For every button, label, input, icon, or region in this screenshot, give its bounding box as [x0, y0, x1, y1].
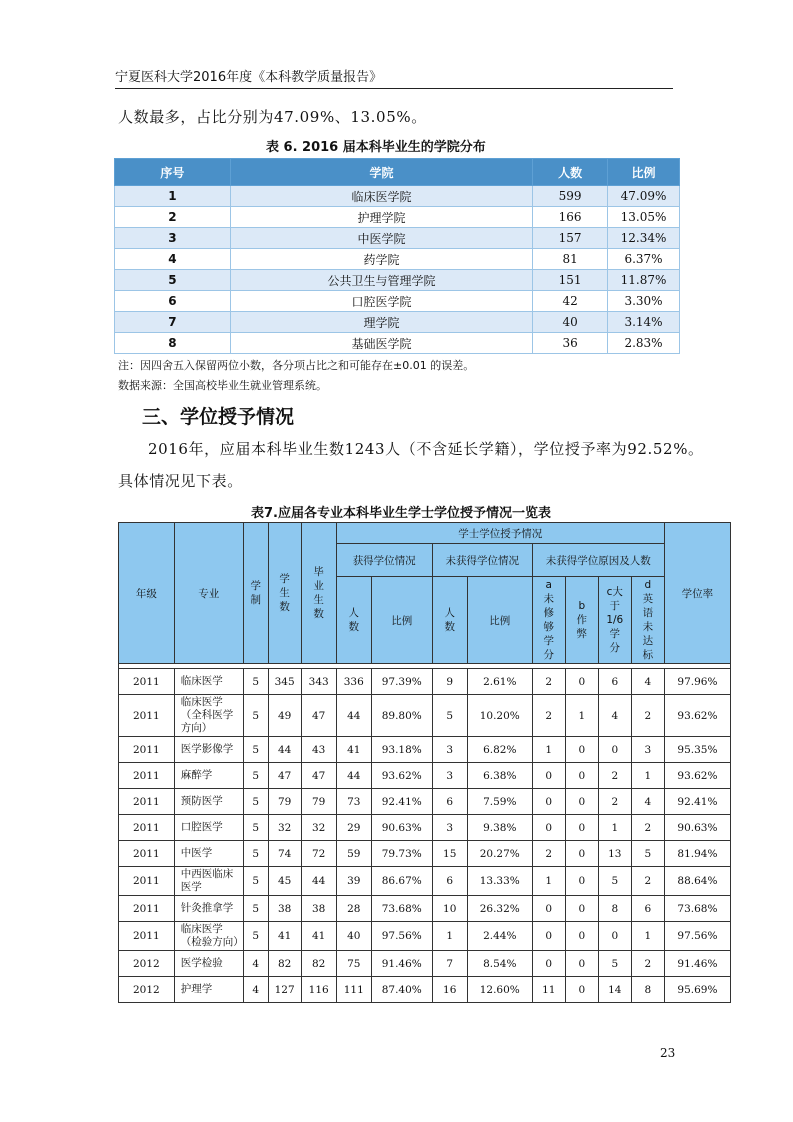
cell-not-r: 6.38% — [467, 763, 532, 789]
cell-got-r: 87.40% — [371, 977, 432, 1003]
row-college: 公共卫生与管理学院 — [230, 270, 532, 291]
row-count: 157 — [533, 228, 608, 249]
section-title: 三、学位授予情况 — [142, 406, 295, 428]
cell-d: 1 — [631, 763, 664, 789]
cell-major: 口腔医学 — [174, 815, 243, 841]
table-row — [119, 922, 731, 951]
cell-rate: 95.35% — [664, 737, 730, 763]
cell-not-r: 12.60% — [467, 977, 532, 1003]
cell-stu: 79 — [268, 789, 301, 815]
cell-d: 5 — [631, 841, 664, 867]
row-ratio: 13.05% — [608, 207, 680, 228]
cell-sys: 5 — [243, 841, 268, 867]
cell-rate: 97.96% — [664, 669, 730, 695]
cell-major: 中医学 — [174, 841, 243, 867]
cell-d: 1 — [631, 922, 664, 951]
cell-stu: 38 — [268, 896, 301, 922]
cell-c: 2 — [598, 763, 631, 789]
col-header-count: 人数 — [533, 159, 608, 186]
table-row — [119, 737, 731, 763]
cell-grad: 72 — [301, 841, 336, 867]
cell-sys: 5 — [243, 867, 268, 896]
cell-sys: 5 — [243, 789, 268, 815]
table-row — [115, 249, 680, 270]
table-row — [119, 669, 731, 695]
row-no: 7 — [115, 312, 231, 333]
cell-stu: 74 — [268, 841, 301, 867]
cell-a: 0 — [532, 763, 565, 789]
row-ratio: 3.14% — [608, 312, 680, 333]
cell-sys: 5 — [243, 922, 268, 951]
cell-a: 1 — [532, 867, 565, 896]
cell-major: 临床医学（全科医学方向） — [174, 695, 243, 737]
cell-d: 2 — [631, 867, 664, 896]
cell-a: 0 — [532, 815, 565, 841]
row-ratio: 6.37% — [608, 249, 680, 270]
cell-c: 2 — [598, 789, 631, 815]
cell-rate: 97.56% — [664, 922, 730, 951]
cell-year: 2011 — [119, 867, 175, 896]
cell-rate: 93.62% — [664, 695, 730, 737]
table-row — [119, 695, 731, 737]
cell-c: 0 — [598, 737, 631, 763]
table7-caption: 表7.应届各专业本科毕业生学士学位授予情况一览表 — [251, 506, 551, 521]
cell-sys: 4 — [243, 951, 268, 977]
row-college: 临床医学院 — [230, 186, 532, 207]
row-count: 599 — [533, 186, 608, 207]
cell-got: 59 — [336, 841, 371, 867]
cell-got-r: 90.63% — [371, 815, 432, 841]
col-header-not-ratio: 比例 — [467, 577, 532, 664]
degree-grant-table — [118, 522, 731, 1003]
table-row — [115, 333, 680, 354]
cell-rate: 81.94% — [664, 841, 730, 867]
col-header-not-obtained: 未获得学位情况 — [432, 544, 532, 577]
cell-b: 0 — [565, 815, 598, 841]
cell-rate: 95.69% — [664, 977, 730, 1003]
cell-b: 1 — [565, 695, 598, 737]
cell-b: 0 — [565, 789, 598, 815]
cell-major: 护理学 — [174, 977, 243, 1003]
cell-b: 0 — [565, 896, 598, 922]
cell-not-r: 20.27% — [467, 841, 532, 867]
table-row — [119, 951, 731, 977]
cell-rate: 93.62% — [664, 763, 730, 789]
table-row — [119, 815, 731, 841]
cell-not-r: 2.61% — [467, 669, 532, 695]
table-row — [119, 867, 731, 896]
cell-grad: 32 — [301, 815, 336, 841]
cell-c: 6 — [598, 669, 631, 695]
table-row — [115, 270, 680, 291]
cell-year: 2011 — [119, 789, 175, 815]
cell-grad: 79 — [301, 789, 336, 815]
cell-not-r: 9.38% — [467, 815, 532, 841]
cell-major: 中西医临床医学 — [174, 867, 243, 896]
cell-major: 医学检验 — [174, 951, 243, 977]
cell-major: 针灸推拿学 — [174, 896, 243, 922]
col-header-reason-c: c大于1/6学分 — [598, 577, 631, 664]
cell-not: 10 — [432, 896, 467, 922]
cell-got: 28 — [336, 896, 371, 922]
row-ratio: 11.87% — [608, 270, 680, 291]
cell-got-r: 73.68% — [371, 896, 432, 922]
cell-sys: 5 — [243, 695, 268, 737]
cell-rate: 92.41% — [664, 789, 730, 815]
cell-got-r: 91.46% — [371, 951, 432, 977]
table6-note: 注：因四舍五入保留两位小数，各分项占比之和可能存在±0.01 的误差。 — [118, 359, 475, 372]
cell-b: 0 — [565, 867, 598, 896]
table6-body — [115, 186, 680, 354]
cell-got-r: 93.62% — [371, 763, 432, 789]
cell-year: 2011 — [119, 763, 175, 789]
cell-not: 5 — [432, 695, 467, 737]
cell-grad: 116 — [301, 977, 336, 1003]
col-header-system: 学制 — [243, 523, 268, 664]
row-college: 药学院 — [230, 249, 532, 270]
cell-c: 1 — [598, 815, 631, 841]
cell-stu: 32 — [268, 815, 301, 841]
row-count: 81 — [533, 249, 608, 270]
table-row — [115, 228, 680, 249]
cell-year: 2011 — [119, 815, 175, 841]
col-header-college: 学院 — [230, 159, 532, 186]
table-row — [119, 789, 731, 815]
table-row — [119, 763, 731, 789]
section-paragraph: 2016年，应届本科毕业生数1243人（不含延长学籍），学位授予率为92.52%。 — [148, 440, 704, 458]
col-header-reasons: 未获得学位原因及人数 — [532, 544, 664, 577]
cell-major: 麻醉学 — [174, 763, 243, 789]
cell-not-r: 6.82% — [467, 737, 532, 763]
col-header-obtained: 获得学位情况 — [336, 544, 432, 577]
table-row — [115, 207, 680, 228]
cell-stu: 45 — [268, 867, 301, 896]
cell-sys: 5 — [243, 763, 268, 789]
col-header-rate: 学位率 — [664, 523, 730, 664]
cell-sys: 4 — [243, 977, 268, 1003]
cell-got: 111 — [336, 977, 371, 1003]
cell-not: 3 — [432, 763, 467, 789]
cell-grad: 47 — [301, 763, 336, 789]
cell-year: 2011 — [119, 841, 175, 867]
row-ratio: 47.09% — [608, 186, 680, 207]
cell-c: 0 — [598, 922, 631, 951]
cell-got: 73 — [336, 789, 371, 815]
row-no: 2 — [115, 207, 231, 228]
row-no: 3 — [115, 228, 231, 249]
cell-d: 4 — [631, 789, 664, 815]
cell-rate: 73.68% — [664, 896, 730, 922]
table-row — [115, 312, 680, 333]
cell-b: 0 — [565, 951, 598, 977]
col-header-ratio: 比例 — [608, 159, 680, 186]
cell-got: 41 — [336, 737, 371, 763]
cell-not: 16 — [432, 977, 467, 1003]
row-count: 151 — [533, 270, 608, 291]
cell-major: 临床医学（检验方向） — [174, 922, 243, 951]
cell-c: 5 — [598, 951, 631, 977]
col-header-reason-a: a未修够学分 — [532, 577, 565, 664]
col-header-year: 年级 — [119, 523, 175, 664]
cell-rate: 88.64% — [664, 867, 730, 896]
cell-sys: 5 — [243, 815, 268, 841]
row-no: 4 — [115, 249, 231, 270]
row-college: 口腔医学院 — [230, 291, 532, 312]
cell-not-r: 10.20% — [467, 695, 532, 737]
cell-not-r: 26.32% — [467, 896, 532, 922]
cell-not: 6 — [432, 867, 467, 896]
cell-stu: 82 — [268, 951, 301, 977]
cell-c: 8 — [598, 896, 631, 922]
cell-year: 2012 — [119, 977, 175, 1003]
cell-got-r: 92.41% — [371, 789, 432, 815]
cell-year: 2011 — [119, 922, 175, 951]
cell-a: 2 — [532, 841, 565, 867]
cell-rate: 90.63% — [664, 815, 730, 841]
cell-stu: 127 — [268, 977, 301, 1003]
table-row — [115, 186, 680, 207]
row-no: 6 — [115, 291, 231, 312]
cell-sys: 5 — [243, 737, 268, 763]
cell-got: 336 — [336, 669, 371, 695]
cell-c: 5 — [598, 867, 631, 896]
college-distribution-table — [114, 158, 680, 354]
cell-got: 40 — [336, 922, 371, 951]
cell-stu: 41 — [268, 922, 301, 951]
cell-not: 3 — [432, 737, 467, 763]
cell-got-r: 86.67% — [371, 867, 432, 896]
row-college: 理学院 — [230, 312, 532, 333]
cell-got: 39 — [336, 867, 371, 896]
cell-b: 0 — [565, 737, 598, 763]
cell-not-r: 2.44% — [467, 922, 532, 951]
intro-line: 人数最多，占比分别为47.09%、13.05%。 — [118, 108, 427, 126]
cell-stu: 49 — [268, 695, 301, 737]
col-header-major: 专业 — [174, 523, 243, 664]
cell-grad: 38 — [301, 896, 336, 922]
cell-b: 0 — [565, 669, 598, 695]
cell-got-r: 79.73% — [371, 841, 432, 867]
col-header-reason-b: b作弊 — [565, 577, 598, 664]
cell-b: 0 — [565, 841, 598, 867]
cell-not: 6 — [432, 789, 467, 815]
cell-grad: 343 — [301, 669, 336, 695]
cell-a: 0 — [532, 951, 565, 977]
cell-not: 1 — [432, 922, 467, 951]
row-count: 36 — [533, 333, 608, 354]
cell-grad: 43 — [301, 737, 336, 763]
cell-got: 44 — [336, 763, 371, 789]
cell-b: 0 — [565, 977, 598, 1003]
row-no: 1 — [115, 186, 231, 207]
cell-a: 2 — [532, 695, 565, 737]
cell-a: 11 — [532, 977, 565, 1003]
cell-not: 3 — [432, 815, 467, 841]
cell-rate: 91.46% — [664, 951, 730, 977]
section-paragraph-cont: 具体情况见下表。 — [118, 472, 243, 490]
table-row — [115, 291, 680, 312]
table-row — [119, 841, 731, 867]
cell-major: 医学影像学 — [174, 737, 243, 763]
cell-year: 2011 — [119, 695, 175, 737]
cell-got-r: 93.18% — [371, 737, 432, 763]
col-header-not-count: 人数 — [432, 577, 467, 664]
cell-c: 4 — [598, 695, 631, 737]
cell-b: 0 — [565, 922, 598, 951]
page-header: 宁夏医科大学2016年度《本科教学质量报告》 — [115, 70, 673, 89]
col-header-no: 序号 — [115, 159, 231, 186]
cell-d: 6 — [631, 896, 664, 922]
cell-not: 9 — [432, 669, 467, 695]
cell-got-r: 97.39% — [371, 669, 432, 695]
cell-a: 0 — [532, 922, 565, 951]
cell-stu: 44 — [268, 737, 301, 763]
col-header-students: 学生数 — [268, 523, 301, 664]
cell-d: 2 — [631, 815, 664, 841]
col-header-got-count: 人数 — [336, 577, 371, 664]
cell-year: 2012 — [119, 951, 175, 977]
page-number: 23 — [660, 1046, 676, 1060]
cell-major: 预防医学 — [174, 789, 243, 815]
cell-a: 2 — [532, 669, 565, 695]
row-college: 基础医学院 — [230, 333, 532, 354]
row-count: 40 — [533, 312, 608, 333]
cell-d: 3 — [631, 737, 664, 763]
row-count: 42 — [533, 291, 608, 312]
cell-got: 75 — [336, 951, 371, 977]
cell-d: 4 — [631, 669, 664, 695]
table-row — [119, 896, 731, 922]
col-header-reason-d: d英语未达标 — [631, 577, 664, 664]
table7-body — [119, 664, 731, 1003]
col-header-graduates: 毕业生数 — [301, 523, 336, 664]
cell-d: 2 — [631, 695, 664, 737]
row-ratio: 12.34% — [608, 228, 680, 249]
cell-got: 29 — [336, 815, 371, 841]
cell-stu: 345 — [268, 669, 301, 695]
row-college: 中医学院 — [230, 228, 532, 249]
cell-c: 13 — [598, 841, 631, 867]
cell-grad: 41 — [301, 922, 336, 951]
cell-d: 2 — [631, 951, 664, 977]
cell-stu: 47 — [268, 763, 301, 789]
cell-sys: 5 — [243, 669, 268, 695]
cell-grad: 44 — [301, 867, 336, 896]
cell-major: 临床医学 — [174, 669, 243, 695]
cell-year: 2011 — [119, 896, 175, 922]
table6-caption: 表 6. 2016 届本科毕业生的学院分布 — [266, 140, 486, 155]
cell-got: 44 — [336, 695, 371, 737]
cell-b: 0 — [565, 763, 598, 789]
col-header-got-ratio: 比例 — [371, 577, 432, 664]
table-row — [119, 977, 731, 1003]
cell-c: 14 — [598, 977, 631, 1003]
cell-a: 0 — [532, 896, 565, 922]
cell-a: 1 — [532, 737, 565, 763]
row-ratio: 2.83% — [608, 333, 680, 354]
cell-not-r: 8.54% — [467, 951, 532, 977]
cell-not-r: 13.33% — [467, 867, 532, 896]
cell-grad: 82 — [301, 951, 336, 977]
row-no: 8 — [115, 333, 231, 354]
table6-header-row — [115, 159, 680, 186]
row-ratio: 3.30% — [608, 291, 680, 312]
cell-sys: 5 — [243, 896, 268, 922]
cell-got-r: 89.80% — [371, 695, 432, 737]
table6-source: 数据来源：全国高校毕业生就业管理系统。 — [118, 379, 327, 392]
cell-grad: 47 — [301, 695, 336, 737]
cell-a: 0 — [532, 789, 565, 815]
cell-year: 2011 — [119, 669, 175, 695]
row-no: 5 — [115, 270, 231, 291]
cell-year: 2011 — [119, 737, 175, 763]
col-header-degree-group: 学士学位授予情况 — [336, 523, 664, 544]
cell-not-r: 7.59% — [467, 789, 532, 815]
cell-d: 8 — [631, 977, 664, 1003]
cell-got-r: 97.56% — [371, 922, 432, 951]
row-count: 166 — [533, 207, 608, 228]
cell-not: 7 — [432, 951, 467, 977]
cell-not: 15 — [432, 841, 467, 867]
row-college: 护理学院 — [230, 207, 532, 228]
